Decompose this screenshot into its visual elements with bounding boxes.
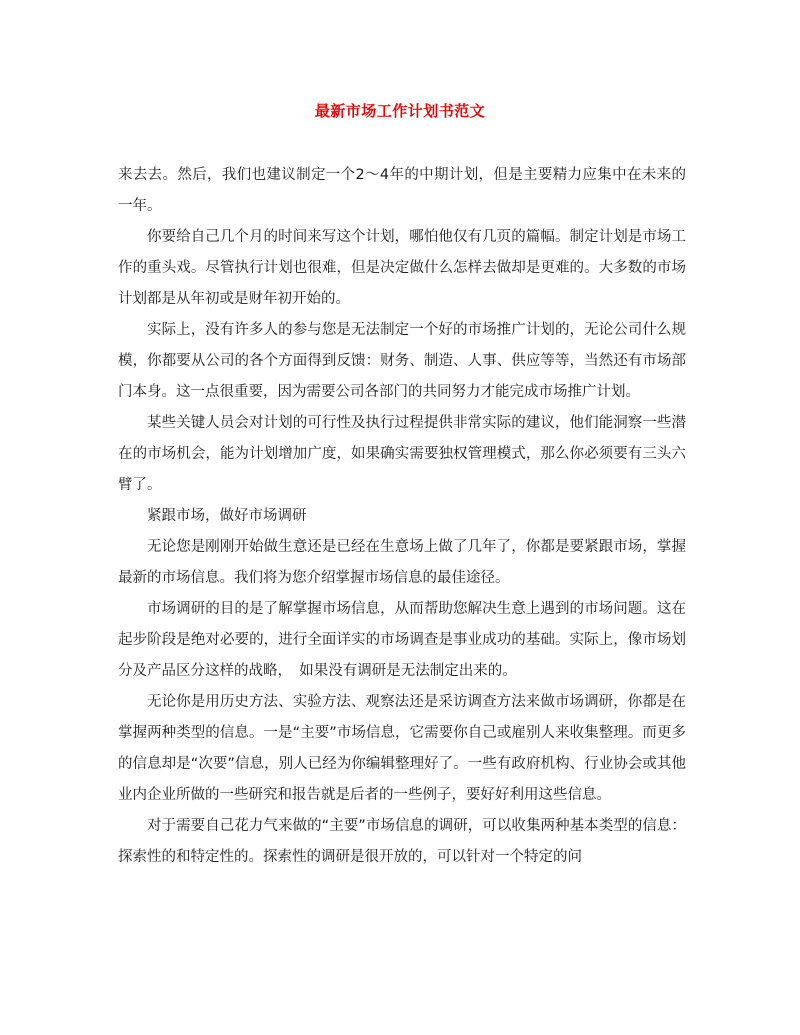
paragraph: 无论您是刚刚开始做生意还是已经在生意场上做了几年了，你都是要紧跟市场，掌握最新的市场信息。我们将为您介绍掌握市场信息的最佳途径。 bbox=[118, 539, 686, 586]
paragraph: 某些关键人员会对计划的可行性及执行过程提供非常实际的建议，他们能洞察一些潜在的市场机会，能为计划增加广度，如果确实需要独权管理模式，那么你必须要有三头六臂了。 bbox=[118, 415, 686, 493]
paragraph: 你要给自己几个月的时间来写这个计划，哪怕他仅有几页的篇幅。制定计划是市场工作的重头戏。尽管执行计划也很难，但是决定做什么怎样去做却是更难的。大多数的市场计划都是从年初或是财年初开始的。 bbox=[118, 229, 686, 307]
paragraph: 市场调研的目的是了解掌握市场信息，从而帮助您解决生意上遇到的市场问题。这在起步阶段是绝对必要的，进行全面详实的市场调查是事业成功的基础。实际上，像市场划分及产品区分这样的战略， 如果没有调研是无法制定出来的。 bbox=[118, 601, 686, 679]
paragraph: 来去去。然后，我们也建议制定一个2～4年的中期计划，但是主要精力应集中在未来的一年。 bbox=[118, 167, 686, 214]
document-body bbox=[118, 160, 686, 873]
document-title: 最新市场工作计划书范文 bbox=[314, 102, 486, 120]
paragraph: 无论你是用历史方法、实验方法、观察法还是采访调查方法来做市场调研，你都是在掌握两种类型的信息。一是“主要”市场信息，它需要你自己或雇别人来收集整理。而更多的信息却是“次要”信息，别人已经为你编辑整理好了。一些有政府机构、行业协会或其他业内企业所做的一些研究和报告就是后者的一些例子，要好好利用这些信息。 bbox=[118, 694, 686, 803]
paragraph: 对于需要自己花力气来做的“主要”市场信息的调研，可以收集两种基本类型的信息：探索性的和特定性的。探索性的调研是很开放的，可以针对一个特定的问 bbox=[118, 818, 686, 865]
section-heading: 紧跟市场，做好市场调研 bbox=[147, 508, 307, 524]
paragraph: 实际上，没有许多人的参与您是无法制定一个好的市场推广计划的，无论公司什么规模，你都要从公司的各个方面得到反馈：财务、制造、人事、供应等等，当然还有市场部门本身。这一点很重要，因为需要公司各部门的共同努力才能完成市场推广计划。 bbox=[118, 322, 686, 400]
